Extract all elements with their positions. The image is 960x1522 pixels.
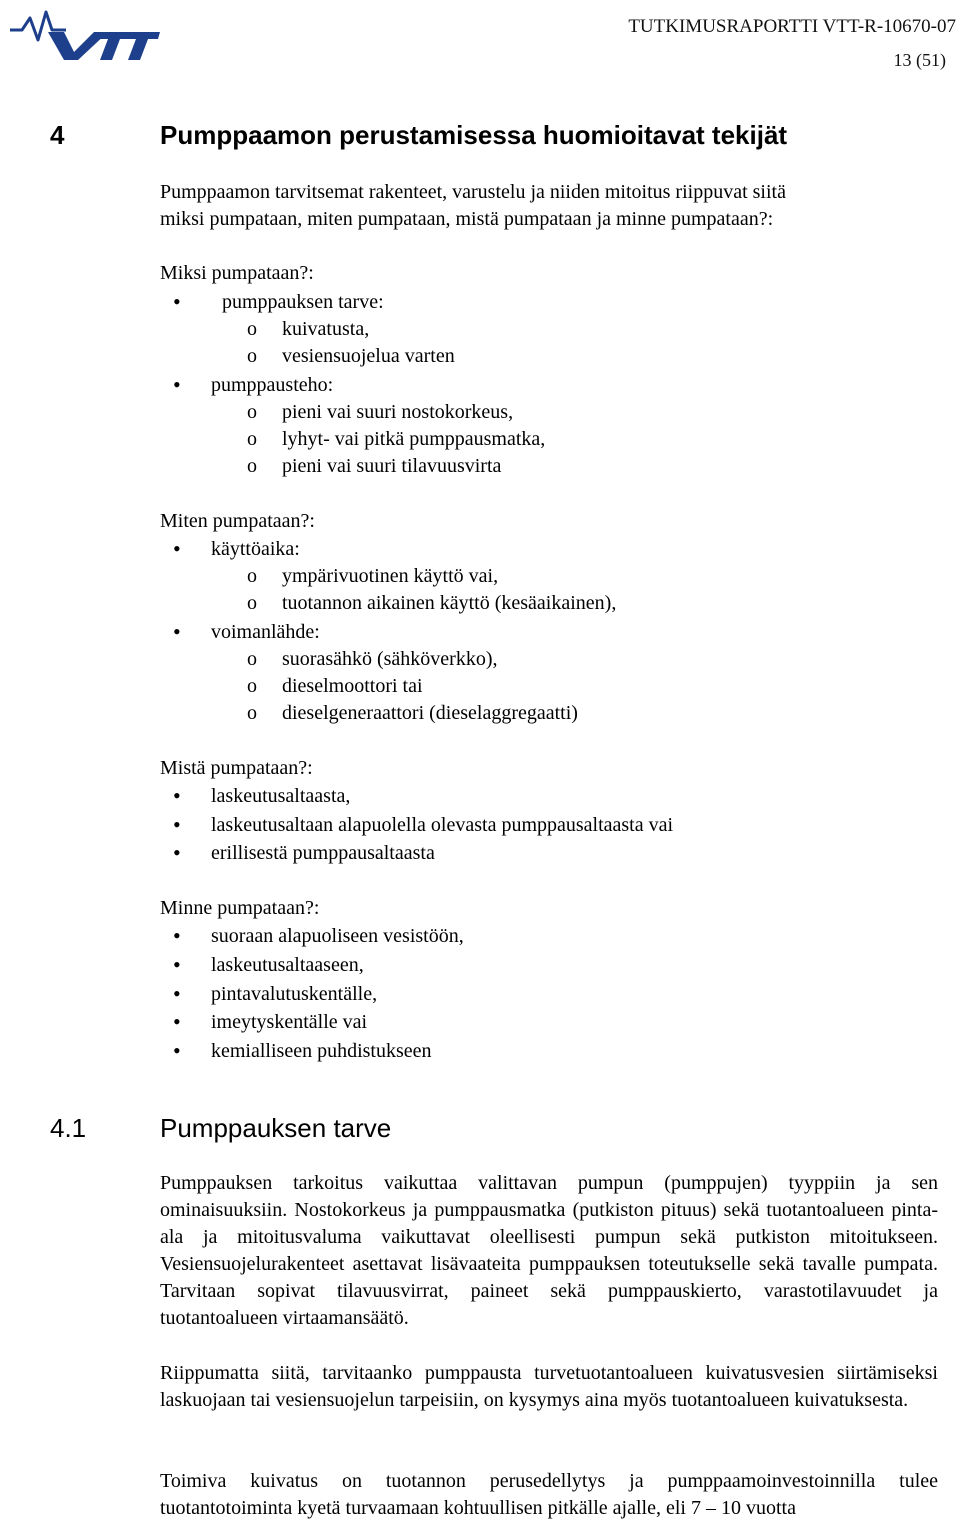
circle-bullet-icon: o bbox=[247, 401, 257, 423]
bullet-icon: • bbox=[173, 923, 181, 948]
subheading-miten: Miten pumpataan?: bbox=[160, 510, 315, 532]
sub-list-item: suorasähkö (sähköverkko), bbox=[282, 648, 498, 670]
bullet-icon: • bbox=[173, 1038, 181, 1063]
circle-bullet-icon: o bbox=[247, 428, 257, 450]
subheading-miksi: Miksi pumpataan?: bbox=[160, 262, 314, 284]
sub-list-item: vesiensuojelua varten bbox=[282, 345, 455, 367]
bullet-icon: • bbox=[173, 812, 181, 837]
circle-bullet-icon: o bbox=[247, 345, 257, 367]
list-item: imeytyskentälle vai bbox=[211, 1011, 368, 1033]
list-item: voimanlähde: bbox=[211, 621, 320, 643]
sub-list-item: ympärivuotinen käyttö vai, bbox=[282, 565, 499, 587]
vtt-logo bbox=[8, 6, 160, 64]
bullet-icon: • bbox=[173, 372, 181, 397]
list-item: suoraan alapuoliseen vesistöön, bbox=[211, 925, 464, 947]
sub-list-item: dieselgeneraattori (dieselaggregaatti) bbox=[282, 702, 578, 724]
circle-bullet-icon: o bbox=[247, 565, 257, 587]
bullet-icon: • bbox=[173, 619, 181, 644]
paragraph: Toimiva kuivatus on tuotannon perusedellytys ja pumppaamoinvestoinnilla tulee tuotantotoiminta kyetä turvaamaan kohtuullisen pitkälle ajalle, eli 7 – 10 vuotta bbox=[160, 1470, 938, 1519]
paragraph: Pumppauksen tarkoitus vaikuttaa valittavan pumpun (pumppujen) tyyppiin ja sen ominaisuuksiin. Nostokorkeus ja pumppausmatka (putkiston pituus) sekä tuotantoalueen pinta-ala ja mitoitusvaluma vaikuttavat oleellisesti pumpun sekä putkiston mitoitukseen. Vesiensuojelurakenteet asettavat lisävaateita pumppauksen toteutukselle sekä tavalle pumpata. Tarvitaan sopivat tilavuusvirrat, paineet sekä pumppauskierto, varastotilavuudet ja tuotantoalueen virtaamansäätö. bbox=[160, 1172, 938, 1329]
circle-bullet-icon: o bbox=[247, 455, 257, 477]
list-item: käyttöaika: bbox=[211, 538, 300, 560]
circle-bullet-icon: o bbox=[247, 592, 257, 614]
sub-list-item: tuotannon aikainen käyttö (kesäaikainen), bbox=[282, 592, 617, 614]
subsection-number: 4.1 bbox=[50, 1113, 87, 1143]
report-id: TUTKIMUSRAPORTTI VTT-R-10670-07 bbox=[628, 16, 956, 37]
bullet-icon: • bbox=[173, 981, 181, 1006]
intro-line: miksi pumpataan, miten pumpataan, mistä pumpataan ja minne pumpataan?: bbox=[160, 208, 774, 230]
subsection-title: Pumppauksen tarve bbox=[160, 1113, 392, 1143]
list-item: laskeutusaltaan alapuolella olevasta pumppausaltaasta vai bbox=[211, 814, 674, 836]
list-item: kemialliseen puhdistukseen bbox=[211, 1040, 432, 1062]
section-title: Pumppaamon perustamisessa huomioitavat tekijät bbox=[160, 120, 788, 150]
sub-list-item: pieni vai suuri tilavuusvirta bbox=[282, 455, 502, 477]
list-item: erillisestä pumppausaltaasta bbox=[211, 842, 435, 864]
bullet-icon: • bbox=[173, 840, 181, 865]
bullet-icon: • bbox=[173, 783, 181, 808]
bullet-icon: • bbox=[173, 1009, 181, 1034]
circle-bullet-icon: o bbox=[247, 702, 257, 724]
list-item: pintavalutuskentälle, bbox=[211, 983, 378, 1005]
bullet-icon: • bbox=[173, 289, 181, 314]
sub-list-item: kuivatusta, bbox=[282, 318, 370, 340]
list-item: pumppauksen tarve: bbox=[222, 291, 384, 313]
sub-list-item: lyhyt- vai pitkä pumppausmatka, bbox=[282, 428, 546, 450]
intro-line: Pumppaamon tarvitsemat rakenteet, varustelu ja niiden mitoitus riippuvat siitä bbox=[160, 181, 786, 203]
bullet-icon: • bbox=[173, 536, 181, 561]
sub-list-item: dieselmoottori tai bbox=[282, 675, 423, 697]
circle-bullet-icon: o bbox=[247, 675, 257, 697]
paragraph: Riippumatta siitä, tarvitaanko pumppausta turvetuotantoalueen kuivatusvesien siirtämiseksi laskuojaan tai vesiensuojelun tarpeisiin, on kysymys aina myös tuotantoalueen kuivatuksesta. bbox=[160, 1362, 938, 1411]
section-number: 4 bbox=[50, 120, 65, 150]
subheading-minne: Minne pumpataan?: bbox=[160, 897, 320, 919]
bullet-icon: • bbox=[173, 952, 181, 977]
page-number: 13 (51) bbox=[893, 50, 946, 70]
circle-bullet-icon: o bbox=[247, 318, 257, 340]
list-item: pumppausteho: bbox=[211, 374, 334, 396]
sub-list-item: pieni vai suuri nostokorkeus, bbox=[282, 401, 514, 423]
subheading-mista: Mistä pumpataan?: bbox=[160, 757, 313, 779]
list-item: laskeutusaltaasta, bbox=[211, 785, 351, 807]
circle-bullet-icon: o bbox=[247, 648, 257, 670]
list-item: laskeutusaltaaseen, bbox=[211, 954, 364, 976]
